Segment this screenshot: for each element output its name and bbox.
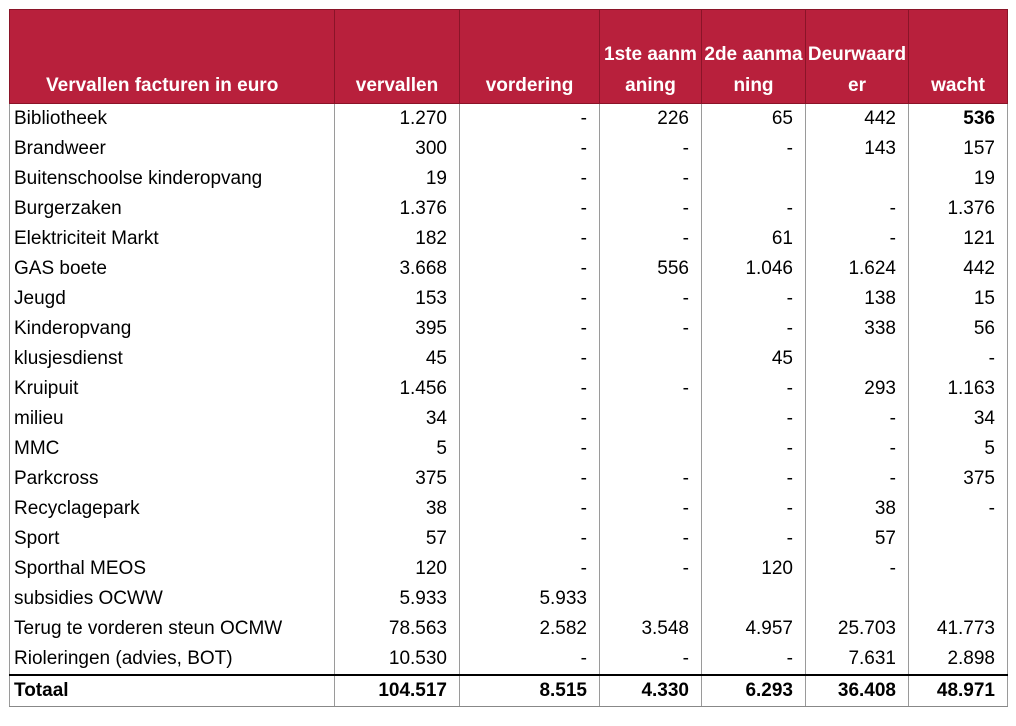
row-label: Parkcross xyxy=(10,464,335,494)
table-row xyxy=(10,644,1008,675)
col-header-vervallen: vervallen xyxy=(335,10,460,104)
total-value: 36.408 xyxy=(806,675,909,707)
row-label: klusjesdienst xyxy=(10,344,335,374)
cell-value: - xyxy=(806,464,909,494)
cell-value: 5 xyxy=(335,434,460,464)
cell-value: - xyxy=(909,344,1008,374)
cell-value: 338 xyxy=(806,314,909,344)
cell-value: - xyxy=(806,224,909,254)
cell-value: 45 xyxy=(702,344,806,374)
overdue-invoices-table xyxy=(9,9,1008,707)
total-value: 6.293 xyxy=(702,675,806,707)
cell-value: 19 xyxy=(335,164,460,194)
cell-value: - xyxy=(702,404,806,434)
cell-value: 143 xyxy=(806,134,909,164)
cell-value: - xyxy=(460,164,600,194)
cell-value: 61 xyxy=(702,224,806,254)
cell-value xyxy=(600,344,702,374)
total-value: 4.330 xyxy=(600,675,702,707)
cell-value: 65 xyxy=(702,104,806,135)
table-row xyxy=(10,494,1008,524)
cell-value: - xyxy=(600,164,702,194)
table-row xyxy=(10,464,1008,494)
cell-value xyxy=(909,584,1008,614)
table-row xyxy=(10,434,1008,464)
cell-value xyxy=(806,584,909,614)
row-label: milieu xyxy=(10,404,335,434)
cell-value: 1.046 xyxy=(702,254,806,284)
cell-value: - xyxy=(806,554,909,584)
cell-value: 41.773 xyxy=(909,614,1008,644)
cell-value: - xyxy=(460,314,600,344)
table-row xyxy=(10,344,1008,374)
table-row xyxy=(10,524,1008,554)
cell-value xyxy=(600,584,702,614)
table-row xyxy=(10,224,1008,254)
cell-value: 4.957 xyxy=(702,614,806,644)
cell-value: - xyxy=(806,194,909,224)
cell-value: - xyxy=(460,464,600,494)
cell-value: - xyxy=(806,404,909,434)
table-row xyxy=(10,374,1008,404)
row-label: Elektriciteit Markt xyxy=(10,224,335,254)
cell-value: 5.933 xyxy=(460,584,600,614)
row-label: Brandweer xyxy=(10,134,335,164)
cell-value xyxy=(806,344,909,374)
cell-value xyxy=(702,584,806,614)
cell-value: - xyxy=(702,284,806,314)
cell-value: - xyxy=(702,464,806,494)
table-row xyxy=(10,314,1008,344)
cell-value xyxy=(702,164,806,194)
col-header-2de-aanmaning-text: 2de aanmaning xyxy=(704,44,803,96)
cell-value: - xyxy=(806,434,909,464)
col-header-wacht: wacht xyxy=(909,10,1008,104)
cell-value: 226 xyxy=(600,104,702,135)
cell-value: 153 xyxy=(335,284,460,314)
cell-value: - xyxy=(460,404,600,434)
cell-value: 1.270 xyxy=(335,104,460,135)
cell-value: 121 xyxy=(909,224,1008,254)
cell-value: 5 xyxy=(909,434,1008,464)
cell-value: - xyxy=(460,434,600,464)
row-label: Burgerzaken xyxy=(10,194,335,224)
cell-value: 157 xyxy=(909,134,1008,164)
cell-value: - xyxy=(600,194,702,224)
col-header-deurwaarder-text: Deurwaarder xyxy=(807,44,907,96)
row-label: Kinderopvang xyxy=(10,314,335,344)
cell-value: - xyxy=(600,134,702,164)
cell-value: 3.668 xyxy=(335,254,460,284)
row-label: Rioleringen (advies, BOT) xyxy=(10,644,335,675)
cell-value: - xyxy=(460,494,600,524)
cell-value: 7.631 xyxy=(806,644,909,675)
cell-value: 2.582 xyxy=(460,614,600,644)
cell-value: - xyxy=(460,104,600,135)
cell-value: - xyxy=(702,134,806,164)
cell-value: 78.563 xyxy=(335,614,460,644)
cell-value: 34 xyxy=(335,404,460,434)
row-label: Buitenschoolse kinderopvang xyxy=(10,164,335,194)
cell-value: 1.376 xyxy=(909,194,1008,224)
cell-value: - xyxy=(600,374,702,404)
cell-value xyxy=(806,164,909,194)
row-label: Recyclagepark xyxy=(10,494,335,524)
total-value: 48.971 xyxy=(909,675,1008,707)
cell-value: - xyxy=(460,134,600,164)
cell-value: - xyxy=(460,374,600,404)
cell-value: 38 xyxy=(335,494,460,524)
table-row xyxy=(10,554,1008,584)
row-label: Jeugd xyxy=(10,284,335,314)
cell-value: - xyxy=(460,554,600,584)
cell-value: - xyxy=(460,284,600,314)
cell-value: - xyxy=(600,314,702,344)
table-row xyxy=(10,254,1008,284)
cell-value: - xyxy=(600,554,702,584)
cell-value: - xyxy=(702,314,806,344)
row-label: MMC xyxy=(10,434,335,464)
cell-value xyxy=(909,524,1008,554)
cell-value: 1.456 xyxy=(335,374,460,404)
cell-value: - xyxy=(600,284,702,314)
cell-value: 375 xyxy=(909,464,1008,494)
cell-value xyxy=(600,434,702,464)
cell-value: 442 xyxy=(806,104,909,135)
cell-value: - xyxy=(702,374,806,404)
total-label: Totaal xyxy=(10,675,335,707)
cell-value: 395 xyxy=(335,314,460,344)
table-row xyxy=(10,134,1008,164)
cell-value: 3.548 xyxy=(600,614,702,644)
cell-value: 2.898 xyxy=(909,644,1008,675)
cell-value: 25.703 xyxy=(806,614,909,644)
cell-value: 442 xyxy=(909,254,1008,284)
row-label: Bibliotheek xyxy=(10,104,335,135)
cell-value: 34 xyxy=(909,404,1008,434)
cell-value: 38 xyxy=(806,494,909,524)
cell-value: - xyxy=(460,194,600,224)
cell-value: 1.163 xyxy=(909,374,1008,404)
cell-value: - xyxy=(600,524,702,554)
table-title: Vervallen facturen in euro xyxy=(10,10,335,104)
cell-value: - xyxy=(909,494,1008,524)
header-row xyxy=(10,10,1008,104)
cell-value: 536 xyxy=(909,104,1008,135)
row-label: Sporthal MEOS xyxy=(10,554,335,584)
col-header-2de-aanmaning xyxy=(702,10,806,104)
cell-value: 138 xyxy=(806,284,909,314)
cell-value: 10.530 xyxy=(335,644,460,675)
invoice-table-container xyxy=(9,9,1008,707)
col-header-1ste-aanmaning-text: 1ste aanmaning xyxy=(604,44,697,96)
cell-value: 15 xyxy=(909,284,1008,314)
col-header-deurwaarder xyxy=(806,10,909,104)
table-row xyxy=(10,584,1008,614)
cell-value: - xyxy=(600,224,702,254)
cell-value xyxy=(600,404,702,434)
cell-value: 120 xyxy=(702,554,806,584)
row-label: Kruipuit xyxy=(10,374,335,404)
cell-value: 45 xyxy=(335,344,460,374)
row-label: Terug te vorderen steun OCMW xyxy=(10,614,335,644)
table-body xyxy=(10,104,1008,707)
row-label: Sport xyxy=(10,524,335,554)
cell-value: - xyxy=(600,494,702,524)
cell-value: - xyxy=(460,224,600,254)
cell-value: - xyxy=(600,464,702,494)
cell-value: - xyxy=(460,344,600,374)
cell-value: 182 xyxy=(335,224,460,254)
table-row xyxy=(10,104,1008,135)
cell-value: 375 xyxy=(335,464,460,494)
table-row xyxy=(10,164,1008,194)
cell-value: - xyxy=(702,434,806,464)
cell-value: 19 xyxy=(909,164,1008,194)
table-row xyxy=(10,614,1008,644)
cell-value: 1.624 xyxy=(806,254,909,284)
cell-value xyxy=(909,554,1008,584)
cell-value: 57 xyxy=(806,524,909,554)
table-row xyxy=(10,194,1008,224)
table-row xyxy=(10,404,1008,434)
total-value: 104.517 xyxy=(335,675,460,707)
col-header-vordering: vordering xyxy=(460,10,600,104)
col-header-1ste-aanmaning xyxy=(600,10,702,104)
cell-value: - xyxy=(702,494,806,524)
total-row xyxy=(10,675,1008,707)
row-label: GAS boete xyxy=(10,254,335,284)
cell-value: 120 xyxy=(335,554,460,584)
cell-value: - xyxy=(460,644,600,675)
cell-value: 293 xyxy=(806,374,909,404)
cell-value: - xyxy=(460,524,600,554)
cell-value: 56 xyxy=(909,314,1008,344)
cell-value: - xyxy=(702,524,806,554)
cell-value: 300 xyxy=(335,134,460,164)
row-label: subsidies OCWW xyxy=(10,584,335,614)
cell-value: - xyxy=(600,644,702,675)
total-value: 8.515 xyxy=(460,675,600,707)
cell-value: 5.933 xyxy=(335,584,460,614)
cell-value: 556 xyxy=(600,254,702,284)
cell-value: 1.376 xyxy=(335,194,460,224)
table-row xyxy=(10,284,1008,314)
cell-value: - xyxy=(702,194,806,224)
cell-value: - xyxy=(702,644,806,675)
cell-value: 57 xyxy=(335,524,460,554)
cell-value: - xyxy=(460,254,600,284)
